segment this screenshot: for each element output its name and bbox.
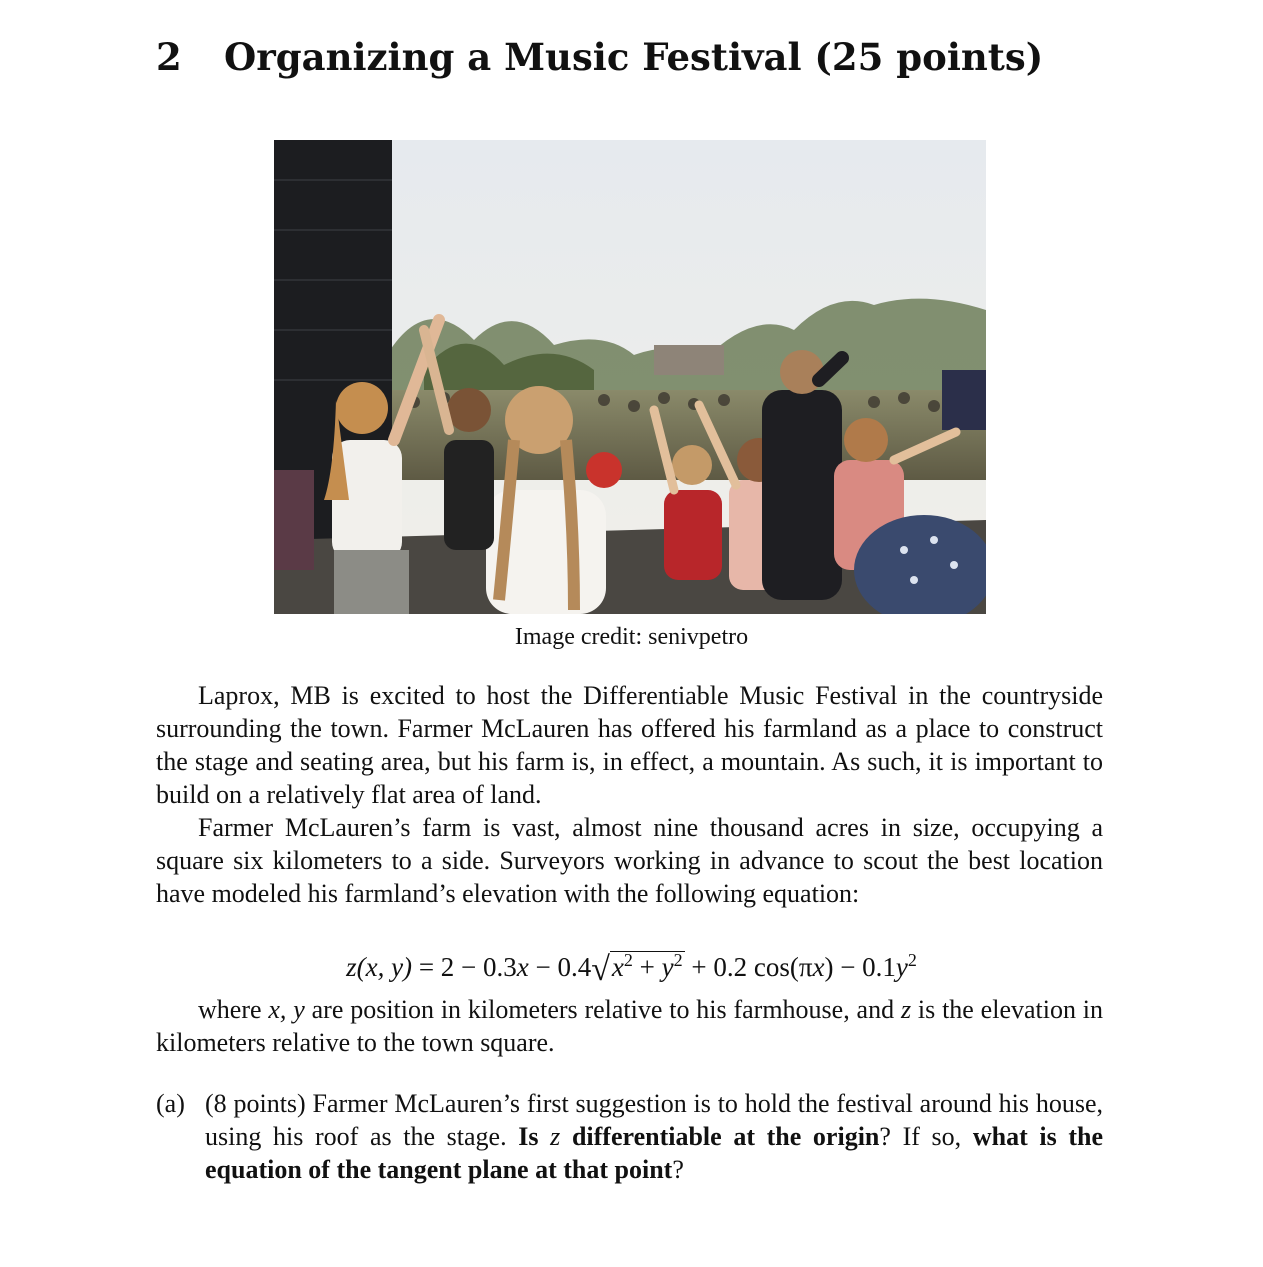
figure-caption: Image credit: senivpetro [514, 624, 749, 650]
square-root [591, 940, 684, 990]
equation-lhs: z(x, y) [346, 952, 413, 982]
part-a-text: (8 points) Farmer McLauren’s first suggestion is to hold the festival around his house, using his roof as the stage. Is z differentiable at the origin? If so, what is the equation of the tangent plane at that point? [205, 1089, 1104, 1184]
section-heading [156, 32, 1043, 82]
paragraph-1: Laprox, MB is excited to host the Differentiable Music Festival in the countryside surrounding the town. Farmer McLauren has offered his farmland as a place to construct the stage and seating area, but his farm is, in effect, a mountain. As such, it is important to build on a relatively flat area of land. [156, 681, 1103, 809]
equation-constant: = 2 − 0.3 [412, 952, 517, 982]
section-title: Organizing a Music Festival (25 points) [224, 35, 1044, 79]
elevation-equation: z(x, $y) = 2 - 0.3x - 0.4√x^2 + y^2 + 0.2$ $\cos(\pi x) - 0.1y^2$ [0, 940, 1263, 990]
intro-paragraphs [156, 679, 1103, 910]
equation-sqrt-coeff: − 0.4 [528, 952, 592, 982]
festival-crowd-image [274, 140, 986, 614]
part-label: (a) [156, 1089, 185, 1118]
question-tangent-plane: what is the equation of the tangent plane at that point [205, 1122, 1104, 1184]
equation-explanation [156, 993, 1103, 1059]
paragraph-2: Farmer McLauren’s farm is vast, almost nine thousand acres in size, occupying a square six kilometers to a side. Surveyors working in advance to scout the best location have modeled his farmland’s elevation with the following equation: [156, 813, 1103, 908]
equation-x-term: x [516, 952, 529, 982]
question-differentiable: Is z differentiable at the origin [518, 1122, 880, 1151]
radicand: $x^2 + y^2$ [611, 950, 683, 982]
paragraph-3: where x, y are position in kilometers relative to his farmhouse, and z is the elevation in kilometers relative to the town square. [156, 995, 1104, 1057]
question-part-a [156, 1087, 1103, 1186]
equation-cos-term: + 0.2 cos(π [684, 952, 813, 982]
section-number: 2 [156, 35, 182, 79]
equation-y-coeff: ) − 0.1 [824, 952, 896, 982]
festival-photo [274, 140, 986, 614]
radical-sign: √ [591, 951, 610, 988]
